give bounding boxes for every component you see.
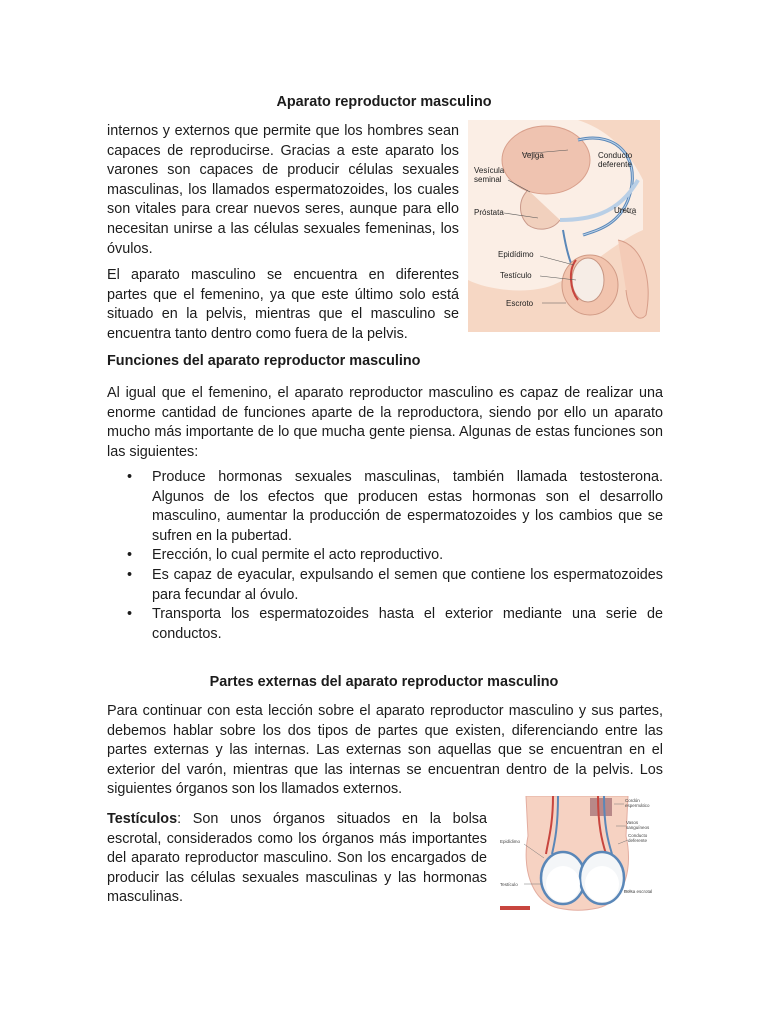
label-bolsa-escrotal: Bolsa escrotal xyxy=(624,889,653,894)
testicles-paragraph xyxy=(107,810,487,908)
label-epididimo: Epidídimo xyxy=(498,250,534,259)
label-conducto-2b: deferente xyxy=(628,838,648,843)
list-item xyxy=(107,566,663,605)
bullet-dot: • xyxy=(127,547,133,564)
external-parts-paragraph: Para continuar con esta lección sobre el aparato reproductor masculino y sus partes, debemos hablar sobre los dos tipos de partes que existen, diferenciando entre las partes externas y las internas. Las externas son aquellas que se encuentran en el exterior del varón, mientras que las internas se encuentran dentro de la pelvis. Los siguientes órganos son los llamados externos. xyxy=(107,703,663,798)
list-item xyxy=(107,468,663,546)
intro-paragraph: internos y externos que permite que los hombres sean capaces de reproducirse. Gracias a este aparato los varones son capaces de producir células sexuales masculinas, los llamados espermatozoides, los cuales son vitales para crear nuevos seres, aunque para ello necesitan unirse a las células sexuales femeninas, los óvulos. xyxy=(107,123,459,257)
label-conducto-2a: Conducto xyxy=(628,833,648,838)
external-parts-heading: Partes externas del aparato reproductor masculino xyxy=(209,674,559,690)
label-cordon-1: Cordón xyxy=(625,798,640,803)
functions-list xyxy=(107,468,663,644)
label-testiculo-2: Testículo xyxy=(500,882,518,887)
testicles-text: : Son unos órganos situados en la bolsa escrotal, considerados como los órganos más importantes del aparato reproductor masculino. Son los encargados de producir las células sexuales masculinas y las hormonas masculinas. xyxy=(107,811,487,906)
bullet-dot: • xyxy=(127,469,133,485)
bullet-dot: • xyxy=(127,566,133,583)
label-vejiga: Vejiga xyxy=(522,151,544,160)
label-seminal: seminal xyxy=(474,175,502,184)
label-uretra: Uretra xyxy=(614,206,637,215)
list-item-text: Transporta los espermatozoides hasta el exterior mediante una serie de conductos. xyxy=(152,606,663,642)
label-deferente: deferente xyxy=(598,160,632,169)
label-vesicula: Vesícula xyxy=(474,166,505,175)
label-testiculo: Testículo xyxy=(500,271,532,280)
list-item xyxy=(107,546,663,566)
list-item-text: Produce hormonas sexuales masculinas, también llamada testosterona. Algunos de los efectos que producen estas hormonas son el desarrollo masculino, aumentar la producción de espermatozoides y los cambios que se sufren en la pubertad. xyxy=(152,469,663,544)
list-item xyxy=(107,605,663,644)
testicles-figure xyxy=(498,796,660,914)
page-title: Aparato reproductor masculino xyxy=(276,94,492,110)
bullet-dot: • xyxy=(127,606,133,623)
functions-paragraph: Al igual que el femenino, el aparato reproductor masculino es capaz de realizar una enorme cantidad de funciones aparte de la reproductora, siendo por ello un aparato mucho más importante de lo que mucha gente piensa. Algunas de estas funciones son las siguientes: xyxy=(107,385,663,460)
label-escroto: Escroto xyxy=(506,299,534,308)
reproductive-system-figure xyxy=(468,120,660,332)
label-epididimo-2: Epidídimo xyxy=(500,839,521,844)
location-paragraph: El aparato masculino se encuentra en diferentes partes que el femenino, ya que este último solo está situado en la pelvis, mientras que el masculino se encuentra tanto dentro como fuera de la pelvis. xyxy=(107,267,459,342)
list-item-text: Es capaz de eyacular, expulsando el semen que contiene los espermatozoides para fecundar al óvulo. xyxy=(152,566,663,603)
label-conducto: Conducto xyxy=(598,151,633,160)
label-vasos-1: Vasos xyxy=(626,820,639,825)
list-item-text: Erección, lo cual permite el acto reproductivo. xyxy=(152,547,444,564)
testicles-term: Testículos xyxy=(107,811,178,827)
label-vasos-2: sanguíneos xyxy=(626,825,650,830)
label-prostata: Próstata xyxy=(474,208,504,217)
functions-heading: Funciones del aparato reproductor masculino xyxy=(107,353,421,369)
testicles-illustration xyxy=(498,796,660,914)
label-cordon-2: espermático xyxy=(625,803,650,808)
reproductive-system-illustration xyxy=(468,120,660,332)
